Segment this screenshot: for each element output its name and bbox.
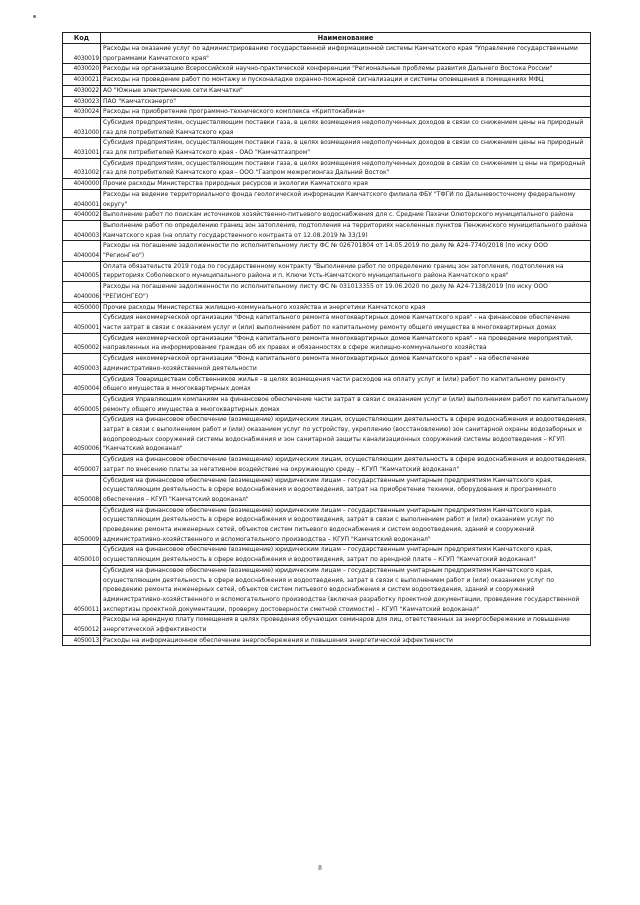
row-code: 4050011 (63, 565, 101, 615)
row-name: Субсидия на финансовое обеспечение (возмещение) юридическим лицам – государственным унитарным предприятиям Камчатского края, осуществляющим деятельность в сфере водоснабжения и водоотведения, затрат в связи с выполнением работ и (или) оказанием услуг по проведению ремонта инженерных сетей, объектов систем питьевого водоснабжения и систем водоотведения, зданий и сооружений административно-хозяйственного и вспомогательного производства – КГУП "Камчатский водоканал" (101, 505, 591, 545)
table-row (63, 85, 591, 96)
row-name: Субсидия некоммерческой организации "Фонд капитального ремонта многоквартирных домов Камчатского края" - на проведение мероприятий, направленных на информирование граждан об их правах и обязанностях в сфере жилищно-коммунального хозяйства (101, 333, 591, 353)
table-row (63, 158, 591, 178)
table-row (63, 455, 591, 475)
row-name: Прочие расходы Министерства жилищно-коммунального хозяйства и энергетики Камчатского края (101, 302, 591, 313)
row-name: Расходы на арендную плату помещения в целях проведения обучающих семинаров для лиц, ответственных за энергосбережение и повышение энергетической эффективности (101, 615, 591, 635)
row-code: 4050007 (63, 455, 101, 475)
table-row (63, 475, 591, 505)
row-code: 4050005 (63, 394, 101, 414)
row-name: Расходы на ведение территориального фонда геологической информации Камчатского филиала ФБУ "ТФГИ по Дальневосточному федеральному округу" (101, 189, 591, 209)
table-row (63, 138, 591, 158)
budget-codes-table (62, 32, 591, 646)
table-row (63, 302, 591, 313)
table-row (63, 615, 591, 635)
table-row (63, 394, 591, 414)
table-row (63, 313, 591, 333)
row-name: Субсидия на финансовое обеспечение (возмещение) юридическим лицам, осуществляющим деятельность в сфере водоснабжения и водоотведения, затрат в связи с выполнением работ и (или) оказанием услуг по устройству, укреплению (восстановлению) зон санитарной охраны водозаборных и водопроводных сооружений системы водоснабжения и зон санитарной защиты канализационных сооружений системы водоотведения – КГУП "Камчатский водоканал" (101, 415, 591, 455)
table-row (63, 545, 591, 565)
row-code: 4030020 (63, 64, 101, 75)
row-name: Выполнение работ по поискам источников хозяйственно-питьевого водоснабжения для с. Средние Пахачи Олюторского муниципального района (101, 210, 591, 221)
table-row (63, 635, 591, 646)
column-header-name: Наименование (101, 33, 591, 44)
table-row (63, 96, 591, 107)
row-name: Расходы на оказание услуг по администрированию государственной информационной системы Камчатского края "Управление государственными программами Камчатского края" (101, 44, 591, 64)
table-header-row (63, 33, 591, 44)
row-code: 4030023 (63, 96, 101, 107)
row-code: 4040006 (63, 282, 101, 302)
row-name: Субсидия на финансовое обеспечение (возмещение) юридическим лицам – государственным унитарным предприятиям Камчатского края, осуществляющим деятельность в сфере водоснабжения и водоотведения, затрат по арендной плате – КГУП "Камчатский водоканал" (101, 545, 591, 565)
row-code: 4050008 (63, 475, 101, 505)
row-code: 4050004 (63, 374, 101, 394)
row-code: 4030022 (63, 85, 101, 96)
row-name: Оплата обязательств 2019 года по государственному контракту "Выполнение работ по определению границ зон затопления, подтопления на территориях Соболевского муниципального района и п. Ключи Усть-Камчатского муниципального района Камчатского края" (101, 261, 591, 281)
table-row (63, 210, 591, 221)
row-name: Расходы на приобретение программно-технического комплекса «Криптокабина» (101, 107, 591, 118)
row-name: Субсидия предприятиям, осуществляющим поставки газа, в целях возмещения недополученных доходов в связи со снижением цены на природный газ для потребителей Камчатского края (101, 117, 591, 137)
column-header-code: Код (63, 33, 101, 44)
table-row (63, 333, 591, 353)
table-row (63, 179, 591, 190)
row-code: 4031000 (63, 117, 101, 137)
table-row (63, 282, 591, 302)
row-name: Расходы на погашение задолженности по исполнительному листу ФС № 031013355 от 19.06.2020 по делу № А24-7138/2019 (по иску ООО "РЕГИОНГЕО") (101, 282, 591, 302)
row-code: 4050000 (63, 302, 101, 313)
row-name: АО "Южные электрические сети Камчатки" (101, 85, 591, 96)
row-name: Субсидия некоммерческой организации "Фонд капитального ремонта многоквартирных домов Камчатского края" - на финансовое обеспечение части затрат в связи с оказанием услуг и (или) выполнением работ по капитальному ремонту общего имущества в многоквартирных домах (101, 313, 591, 333)
table-row (63, 107, 591, 118)
row-code: 4050003 (63, 354, 101, 374)
row-code: 4031001 (63, 138, 101, 158)
row-code: 4050012 (63, 615, 101, 635)
table-row (63, 261, 591, 281)
row-code: 4050006 (63, 415, 101, 455)
table-row (63, 354, 591, 374)
row-name: Субсидия Управляющим компаниям на финансовое обеспечение части затрат в связи с оказанием услуг и (или) выполнением работ по капитальному ремонту общего имущества в многоквартирных домах (101, 394, 591, 414)
table-row (63, 117, 591, 137)
row-code: 4040004 (63, 241, 101, 261)
row-code: 4030021 (63, 75, 101, 86)
row-code: 4050001 (63, 313, 101, 333)
row-name: Субсидия на финансовое обеспечение (возмещение) юридическим лицам – государственным унитарным предприятиям Камчатского края, осуществляющим деятельность в сфере водоснабжения и водоотведения, затрат в связи с выполнением работ и (или) оказанием услуг по проведению ремонта инженерных сетей, объектов систем питьевого водоснабжения и систем водоотведения, зданий и сооружений административно-хозяйственного и вспомогательного производства (включая разработку проектной документации, проведение государственной экспертизы проектной документации, проверку достоверности сметной стоимости) – КГУП "Камчатский водоканал" (101, 565, 591, 615)
table-row (63, 64, 591, 75)
table-row (63, 220, 591, 240)
row-code: 4040002 (63, 210, 101, 221)
row-code: 4040003 (63, 220, 101, 240)
row-code: 4040000 (63, 179, 101, 190)
row-name: Прочие расходы Министерства природных ресурсов и экологии Камчатского края (101, 179, 591, 190)
row-code: 4040001 (63, 189, 101, 209)
row-code: 4040005 (63, 261, 101, 281)
row-name: Субсидия на финансовое обеспечение (возмещение) юридическим лицам – государственным унитарным предприятиям Камчатского края, осуществляющим деятельность в сфере водоснабжения и водоотведения, затрат на приобретение техники, оборудования и программного обеспечения – КГУП "Камчатский водоканал" (101, 475, 591, 505)
row-code: 4030024 (63, 107, 101, 118)
row-name: Субсидия на финансовое обеспечение (возмещение) юридическим лицам, осуществляющим деятельность в сфере водоснабжения и водоотведения, затрат по внесению платы за негативное воздействие на окружающую среду – КГУП "Камчатский водоканал" (101, 455, 591, 475)
table-row (63, 44, 591, 64)
row-code: 4050013 (63, 635, 101, 646)
page-number: 8 (318, 864, 322, 872)
table-row (63, 374, 591, 394)
row-code: 4030019 (63, 44, 101, 64)
row-code: 4050002 (63, 333, 101, 353)
row-name: Субсидия Товариществам собственников жилья - в целях возмещения части расходов на оплату услуг и (или) работ по капитальному ремонту общего имущества в многоквартирных домах (101, 374, 591, 394)
scan-mark (33, 15, 36, 18)
table-row (63, 415, 591, 455)
table-row (63, 241, 591, 261)
table-row (63, 505, 591, 545)
row-name: Выполнение работ по определению границ зон затопления, подтопления на территориях населенных пунктов Пенжинского муниципального района Камчатского края (на оплату государственного контракта от 12.08.2019 № 33/19) (101, 220, 591, 240)
row-name: Расходы на информационное обеспечение энергосбережения и повышения энергетической эффективности (101, 635, 591, 646)
row-name: Субсидия предприятиям, осуществляющим поставки газа, в целях возмещения недополученных доходов в связи со снижением цены на природный газ для потребителей Камчатского края - ОАО "Камчатгазпром" (101, 138, 591, 158)
table-row (63, 565, 591, 615)
row-code: 4031002 (63, 158, 101, 178)
row-name: ПАО "Камчатскэнерго" (101, 96, 591, 107)
row-name: Расходы на проведение работ по монтажу и пусконаладке охранно-пожарной сигнализации и системы оповещения в помещениях МФЦ (101, 75, 591, 86)
row-name: Расходы на погашение задолженности по исполнительному листу ФС № 026701804 от 14.05.2019 по делу № А24-7740/2018 (по иску ООО "РегионГео") (101, 241, 591, 261)
row-code: 4050010 (63, 545, 101, 565)
row-name: Расходы на организацию Всероссийской научно-практической конференции "Региональные проблемы развития Дальнего Востока России" (101, 64, 591, 75)
row-name: Субсидия некоммерческой организации "Фонд капитального ремонта многоквартирных домов Камчатского края" - на обеспечение административно-хозяйственной деятельности (101, 354, 591, 374)
table-row (63, 75, 591, 86)
table-row (63, 189, 591, 209)
row-code: 4050009 (63, 505, 101, 545)
row-name: Субсидия предприятиям, осуществляющим поставки газа, в целях возмещения недополученных доходов в связи со снижением ц ены на природный газ для потребителей Камчатского края - ООО "Газпром межрегионгаз Дальний Восток" (101, 158, 591, 178)
